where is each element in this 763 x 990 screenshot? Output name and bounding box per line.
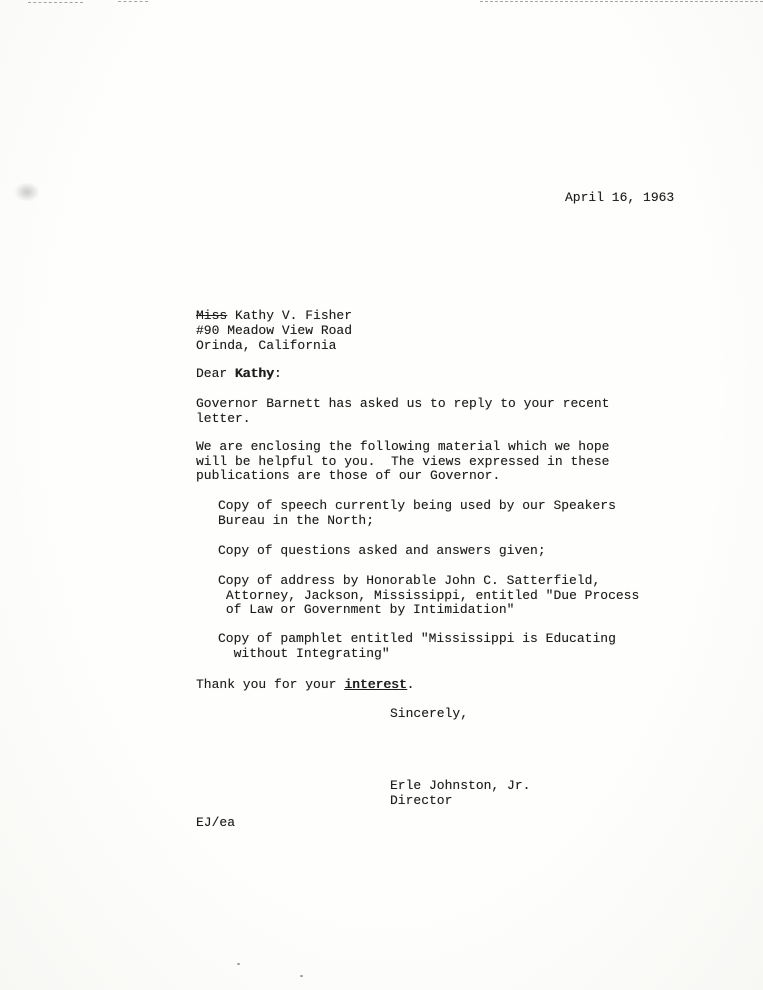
closing-sincerely: Sincerely,	[390, 706, 469, 721]
scan-artifact-dash-mid	[118, 1, 148, 2]
recipient-name-rest: Kathy V. Fisher	[227, 308, 353, 323]
salutation	[196, 366, 282, 381]
signature-block	[390, 778, 530, 808]
scan-artifact-speck-2	[300, 975, 303, 977]
signature-title: Director	[390, 793, 453, 808]
recipient-name-struck-prefix: Miss	[196, 308, 228, 323]
enclosure-item-1: Copy of speech currently being used by our Speakers Bureau in the North;	[218, 498, 616, 528]
scan-artifact-blotch	[14, 182, 40, 202]
recipient-address-block	[196, 308, 352, 353]
enclosure-item-2: Copy of questions asked and answers given;	[218, 543, 546, 558]
scan-artifact-dash-left	[28, 2, 83, 3]
scan-artifact-dash-right	[480, 1, 763, 2]
recipient-city: Orinda, California	[196, 338, 337, 353]
recipient-street: #90 Meadow View Road	[196, 323, 353, 338]
salutation-name: Kathy	[235, 366, 275, 381]
paragraph-1: Governor Barnett has asked us to reply to your recent letter.	[196, 396, 610, 426]
paragraph-2: We are enclosing the following material which we hope will be helpful to you. The views expressed in these publications are those of our Governor.	[196, 439, 610, 484]
salutation-suffix: :	[274, 366, 282, 381]
closing-thanks	[196, 677, 414, 692]
thanks-prefix: Thank you for your	[196, 677, 345, 692]
letter-date: April 16, 1963	[565, 190, 675, 205]
enclosure-item-3: Copy of address by Honorable John C. Satterfield, Attorney, Jackson, Mississippi, entitled "Due Process of Law or Government by Intimidation"	[218, 573, 640, 618]
typist-initials: EJ/ea	[196, 815, 236, 830]
salutation-prefix: Dear	[196, 366, 236, 381]
recipient-name-line	[196, 308, 352, 323]
thanks-emphasis: interest	[344, 677, 407, 692]
enclosure-item-4: Copy of pamphlet entitled "Mississippi is Educating without Integrating"	[218, 631, 616, 661]
thanks-suffix: .	[406, 677, 415, 692]
signature-name: Erle Johnston, Jr.	[390, 778, 531, 793]
scan-artifact-speck-1	[237, 963, 240, 965]
